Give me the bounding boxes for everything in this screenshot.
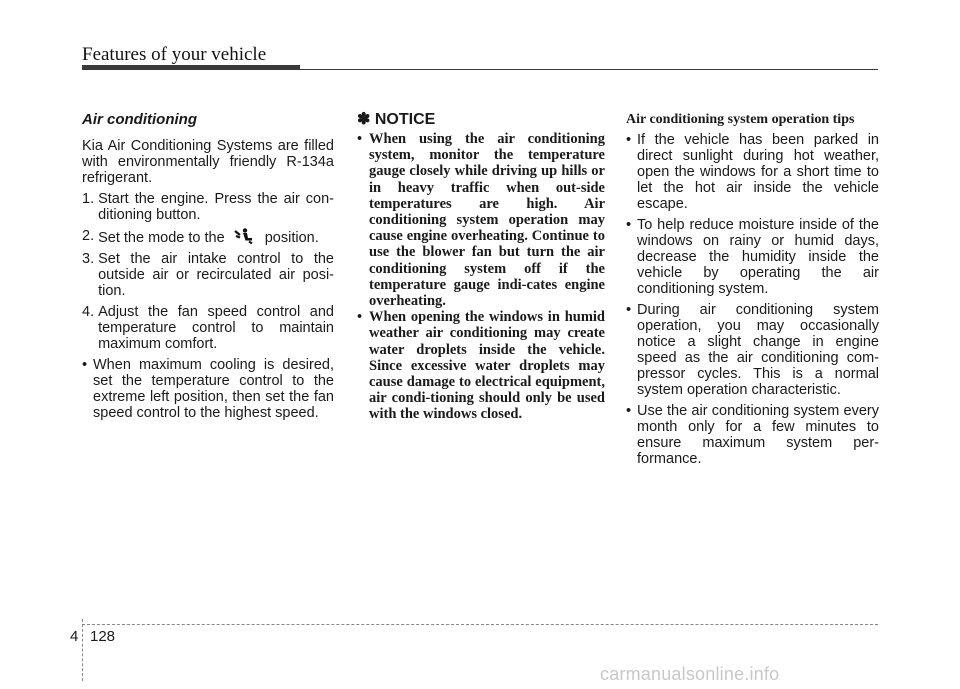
notice-item [357,131,605,309]
step-number: 2. [82,228,95,244]
step-text-after: position. [264,230,319,246]
bullet-text: When maximum cooling is desired, set the temperature control to the extreme left position, then set the fan speed control to the highest speed. [93,357,334,421]
header-bar [82,65,300,70]
tip-item [626,217,879,297]
bullet-dot: • [82,357,88,373]
watermark: carmanualsonline.info [600,664,780,684]
intro-paragraph: Kia Air Conditioning Systems are filled with environmentally friendly R-134a refrigerant. [82,138,334,186]
step-number: 1. [82,191,95,207]
page-number: 128 [90,628,116,645]
tip-item [626,132,879,212]
bullet-dot: • [357,309,363,326]
tips-title: Air conditioning system operation tips [626,112,855,127]
step-1 [82,191,334,223]
step-text: Set the air intake control to the outside air or recirculated air posi-tion. [98,251,334,299]
section-title: Air conditioning [82,111,197,128]
tips-column [626,112,879,472]
bullet-dot: • [357,131,363,147]
chapter-number: 4 [70,628,79,645]
floor-vent-mode-icon [233,228,255,244]
footer-vertical-rule [82,619,83,681]
header-rule [300,69,878,70]
notice-title [357,112,605,128]
bullet-dot: • [626,302,632,318]
cooling-bullet [82,357,334,421]
step-text [98,228,334,246]
step-3 [82,251,334,299]
notice-item [357,309,605,422]
bullet-dot: • [626,403,632,419]
notice-symbol-icon: ✽ [357,111,371,128]
tip-text: Use the air conditioning system every month only for a few minutes to ensure maximum system per-formance. [637,403,879,467]
step-text: Start the engine. Press the air con-ditioning button. [98,191,334,223]
notice-column [357,112,605,423]
bullet-dot: • [626,217,632,233]
left-column [82,112,334,426]
step-number: 3. [82,251,95,267]
bullet-dot: • [626,132,632,148]
step-text-before: Set the mode to the [98,230,225,246]
tip-item [626,403,879,467]
tip-text: During air conditioning system operation, you may occasionally notice a slight change in engine speed as the air conditioning com-pressor cycles. This is a normal system operation characteristic. [637,302,879,398]
page-header-title: Features of your vehicle [82,44,267,65]
step-4 [82,304,334,352]
footer-horizontal-rule [82,624,878,625]
notice-title-text: NOTICE [374,111,436,128]
notice-item-text: When opening the windows in humid weather air conditioning may create water droplets inside the vehicle. Since excessive water droplets may cause damage to electrical equipment, air condi-tioning should only be used with the windows closed. [369,309,605,423]
step-text: Adjust the fan speed control and temperature control to maintain maximum comfort. [98,304,334,352]
notice-item-text: When using the air conditioning system, monitor the temperature gauge closely while driving up hills or in heavy traffic when out-side temperatures are high. Air conditioning system operation may cause engine overheating. Continue to use the blower fan but turn the air conditioning system off if the temperature gauge indi-cates engine overheating. [369,131,605,310]
tip-item [626,302,879,398]
step-2 [82,228,334,246]
tip-text: If the vehicle has been parked in direct sunlight during hot weather, open the windows for a short time to let the hot air inside the vehicle escape. [637,132,879,212]
step-number: 4. [82,304,95,320]
tip-text: To help reduce moisture inside of the windows on rainy or humid days, decrease the humidity inside the vehicle by operating the air conditioning system. [637,217,879,297]
